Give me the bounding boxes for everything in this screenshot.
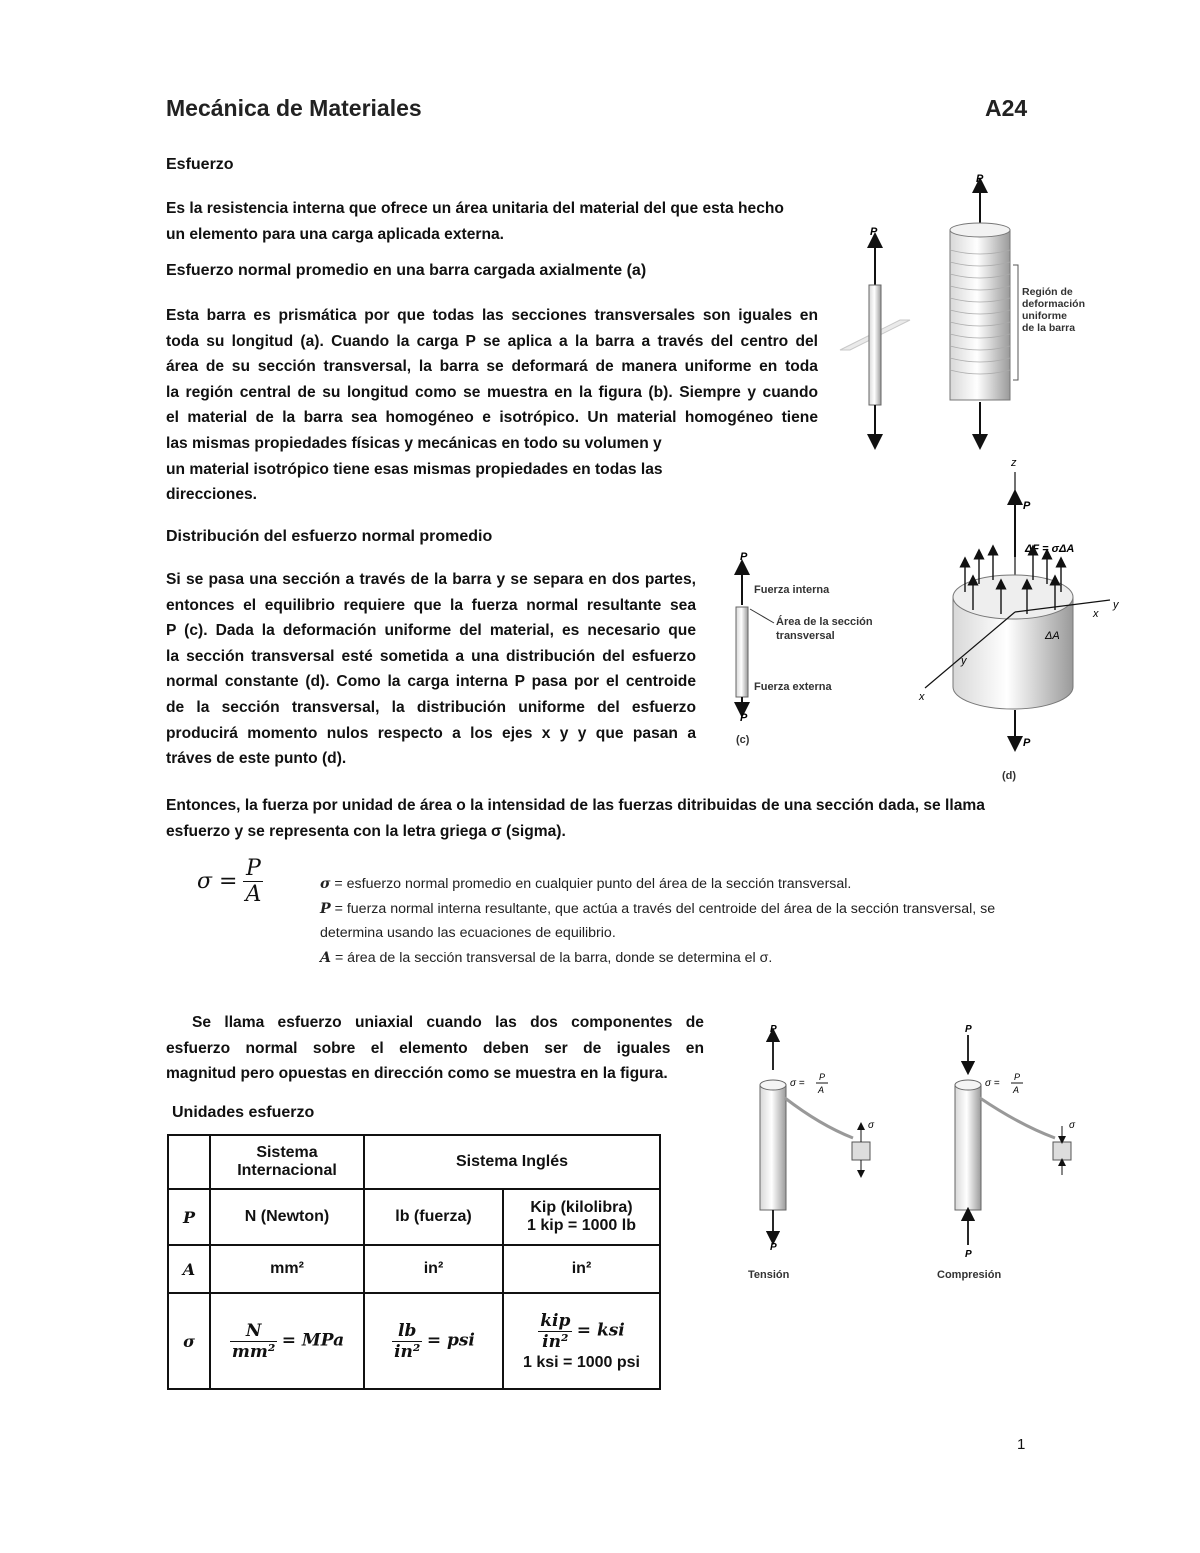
- heading-esfuerzo-normal: Esfuerzo normal promedio en una barra cargada axialmente (a): [166, 262, 647, 279]
- text-line: el material de la barra sea homogéneo e isotrópico. Un material homogéneo tiene: [166, 409, 818, 427]
- text-line: P (c). Dada la deformación uniforme del material, es necesario que: [166, 622, 696, 640]
- figure-c: [730, 545, 900, 750]
- svg-text:transversal: transversal: [776, 630, 835, 642]
- svg-text:x: x: [1093, 608, 1099, 620]
- svg-text:P: P: [976, 173, 984, 185]
- table-cell: lb (fuerza): [364, 1189, 503, 1245]
- svg-text:σ: σ: [1069, 1120, 1076, 1131]
- svg-text:P: P: [740, 551, 748, 563]
- unit-fraction: $\frac{\text{kip}}{\text{in²}}$: [540, 1310, 571, 1352]
- bar-a: [840, 226, 910, 442]
- uniaxial-paragraph: [166, 1010, 704, 1087]
- figure-uniaxial: [740, 1020, 1100, 1290]
- table-cell: Sistema Internacional: [210, 1135, 364, 1189]
- svg-text:σ =: σ =: [985, 1078, 1000, 1089]
- text-line: Se llama esfuerzo uniaxial cuando las dos componentes de: [192, 1014, 704, 1031]
- esfuerzo-paragraph: [166, 196, 826, 247]
- formula-definitions: [320, 872, 1110, 970]
- text-line: área de su sección transversal, la barra se deformará de manera uniforme en toda: [166, 358, 818, 376]
- text-line: la sección transversal esté sometida a una distribución del esfuerzo: [166, 647, 696, 665]
- compression-bar: [937, 1024, 1076, 1281]
- esfuerzo-normal-paragraph: [166, 303, 818, 508]
- unit-fraction: $\frac{N}{\text{mm²}}$: [231, 1320, 276, 1362]
- unit-fraction: $\frac{lb}{\text{in²}}$: [394, 1320, 421, 1362]
- document-code: A24: [985, 95, 1028, 121]
- table-row: [168, 1293, 660, 1389]
- table-cell: σ: [168, 1293, 210, 1389]
- distribucion-paragraph: [166, 567, 696, 772]
- svg-text:z: z: [1011, 457, 1017, 469]
- figure-bars-ab: [830, 170, 1100, 460]
- text-line: un elemento para una carga aplicada externa.: [166, 225, 504, 243]
- svg-text:de la barra: de la barra: [1022, 322, 1076, 334]
- units-table-title: Unidades esfuerzo: [172, 1104, 315, 1121]
- table-cell: Sistema Inglés: [364, 1135, 660, 1189]
- text-line: producirá momento nulos respecto a los ejes x y y que pasan a: [166, 724, 696, 742]
- table-cell: $\frac{lb}{\text{in²}}$ = psi: [364, 1293, 503, 1389]
- table-cell: $\frac{N}{\text{mm²}}$ = MPa: [210, 1293, 364, 1389]
- svg-text:Fuerza interna: Fuerza interna: [754, 584, 830, 596]
- bar-b: [950, 173, 1085, 442]
- definition-a: A = área de la sección transversal de la barra, donde se determina el σ.: [320, 949, 773, 966]
- svg-text:A: A: [1013, 1085, 1020, 1095]
- table-cell: A: [168, 1245, 210, 1293]
- svg-text:Tensión: Tensión: [748, 1269, 790, 1281]
- svg-text:P: P: [770, 1242, 777, 1253]
- svg-text:Fuerza externa: Fuerza externa: [754, 681, 832, 693]
- svg-text:(d): (d): [1002, 770, 1017, 782]
- heading-esfuerzo: Esfuerzo: [166, 156, 234, 173]
- text-line: esfuerzo y se representa con la letra griega σ (sigma).: [166, 822, 566, 840]
- tension-bar: [748, 1024, 875, 1281]
- text-line: la región central de su longitud como se muestra en la figura (b). Siempre y cuando: [166, 383, 818, 401]
- svg-text:P: P: [965, 1249, 972, 1260]
- table-cell: P: [168, 1189, 210, 1245]
- svg-text:y: y: [1113, 599, 1119, 611]
- formula-lhs: σ =: [197, 869, 238, 894]
- table-cell: in²: [364, 1245, 503, 1293]
- definicion-paragraph: [166, 793, 1046, 844]
- formula-denominator: A: [245, 882, 262, 907]
- heading-distribucion: Distribución del esfuerzo normal promedio: [166, 528, 493, 545]
- svg-text:P: P: [740, 712, 748, 724]
- text-line: Es la resistencia interna que ofrece un área unitaria del material del que esta hecho: [166, 200, 784, 217]
- table-row: [168, 1189, 660, 1245]
- text-line: Si se pasa una sección a través de la barra y se separa en dos partes,: [166, 571, 696, 588]
- svg-text:P: P: [1023, 500, 1031, 512]
- text-line: un material isotrópico tiene esas mismas propiedades en todas las: [166, 460, 663, 478]
- text-line: tráves de este punto (d).: [166, 750, 347, 768]
- definition-p: P = fuerza normal interna resultante, que actúa a través del centroide del área de la sección transversal, se: [320, 900, 996, 917]
- table-cell: $\frac{\text{kip}}{\text{in²}}$ = ksi 1 ksi = 1000 psi: [503, 1293, 660, 1389]
- table-cell: [168, 1135, 210, 1189]
- figure-d: [905, 452, 1135, 784]
- svg-text:(c): (c): [736, 734, 750, 746]
- svg-text:Región de: Región de: [1022, 286, 1073, 298]
- svg-text:deformación: deformación: [1022, 298, 1086, 310]
- svg-text:P: P: [770, 1024, 777, 1035]
- svg-text:P: P: [1014, 1072, 1021, 1082]
- svg-text:σ: σ: [868, 1120, 875, 1131]
- table-row: [168, 1245, 660, 1293]
- page-title: Mecánica de Materiales: [166, 95, 422, 121]
- svg-text:σ =: σ =: [790, 1078, 805, 1089]
- svg-text:Compresión: Compresión: [937, 1269, 1002, 1281]
- svg-text:P: P: [870, 226, 878, 238]
- table-cell: in²: [503, 1245, 660, 1293]
- table-cell: Kip (kilolibra) 1 kip = 1000 lb: [503, 1189, 660, 1245]
- svg-text:y: y: [961, 655, 967, 667]
- text-line: direcciones.: [166, 486, 258, 504]
- page-number: 1: [1017, 1436, 1026, 1453]
- text-line: toda su longitud (a). Cuando la carga P se aplica a la barra a través del centro del: [166, 332, 818, 350]
- text-line: las mismas propiedades físicas y mecánicas en todo su volumen y: [166, 434, 662, 452]
- svg-text:P: P: [1023, 737, 1031, 749]
- text-line: magnitud pero opuestas en dirección como se muestra en la figura.: [166, 1065, 668, 1083]
- svg-text:ΔA: ΔA: [1045, 630, 1060, 642]
- text-line: entonces el equilibrio requiere que la fuerza normal resultante sea: [166, 596, 696, 614]
- svg-text:P: P: [819, 1072, 826, 1082]
- text-line: Entonces, la fuerza por unidad de área o la intensidad de las fuerzas ditribuidas de una sección dada, se llama: [166, 797, 985, 814]
- text-line: esfuerzo normal sobre el elemento deben ser de iguales en: [166, 1039, 704, 1057]
- table-cell: N (Newton): [210, 1189, 364, 1245]
- svg-text:x: x: [919, 691, 925, 703]
- table-cell: mm²: [210, 1245, 364, 1293]
- formula-fraction: [243, 856, 263, 907]
- text-line: normal constante (d). Como la carga interna P pasa por el centroide: [166, 673, 696, 691]
- definition-sigma: σ = esfuerzo normal promedio en cualquier punto del área de la sección transversal.: [320, 876, 852, 892]
- svg-text:Área de la sección: Área de la sección: [776, 616, 873, 628]
- stress-formula: [197, 856, 263, 907]
- formula-numerator: P: [245, 856, 261, 881]
- svg-text:uniforme: uniforme: [1022, 310, 1067, 322]
- table-row: [168, 1135, 660, 1189]
- units-table: [167, 1134, 661, 1390]
- text-line: Esta barra es prismática por que todas las secciones transversales son iguales en: [166, 307, 818, 324]
- svg-text:P: P: [965, 1024, 972, 1035]
- svg-text:A: A: [818, 1085, 825, 1095]
- definition-p-cont: determina usando las ecuaciones de equilibrio.: [320, 925, 616, 941]
- text-line: de la sección transversal, la distribución uniforme del esfuerzo: [166, 698, 696, 716]
- svg-text:ΔF = σΔA: ΔF = σΔA: [1025, 543, 1075, 555]
